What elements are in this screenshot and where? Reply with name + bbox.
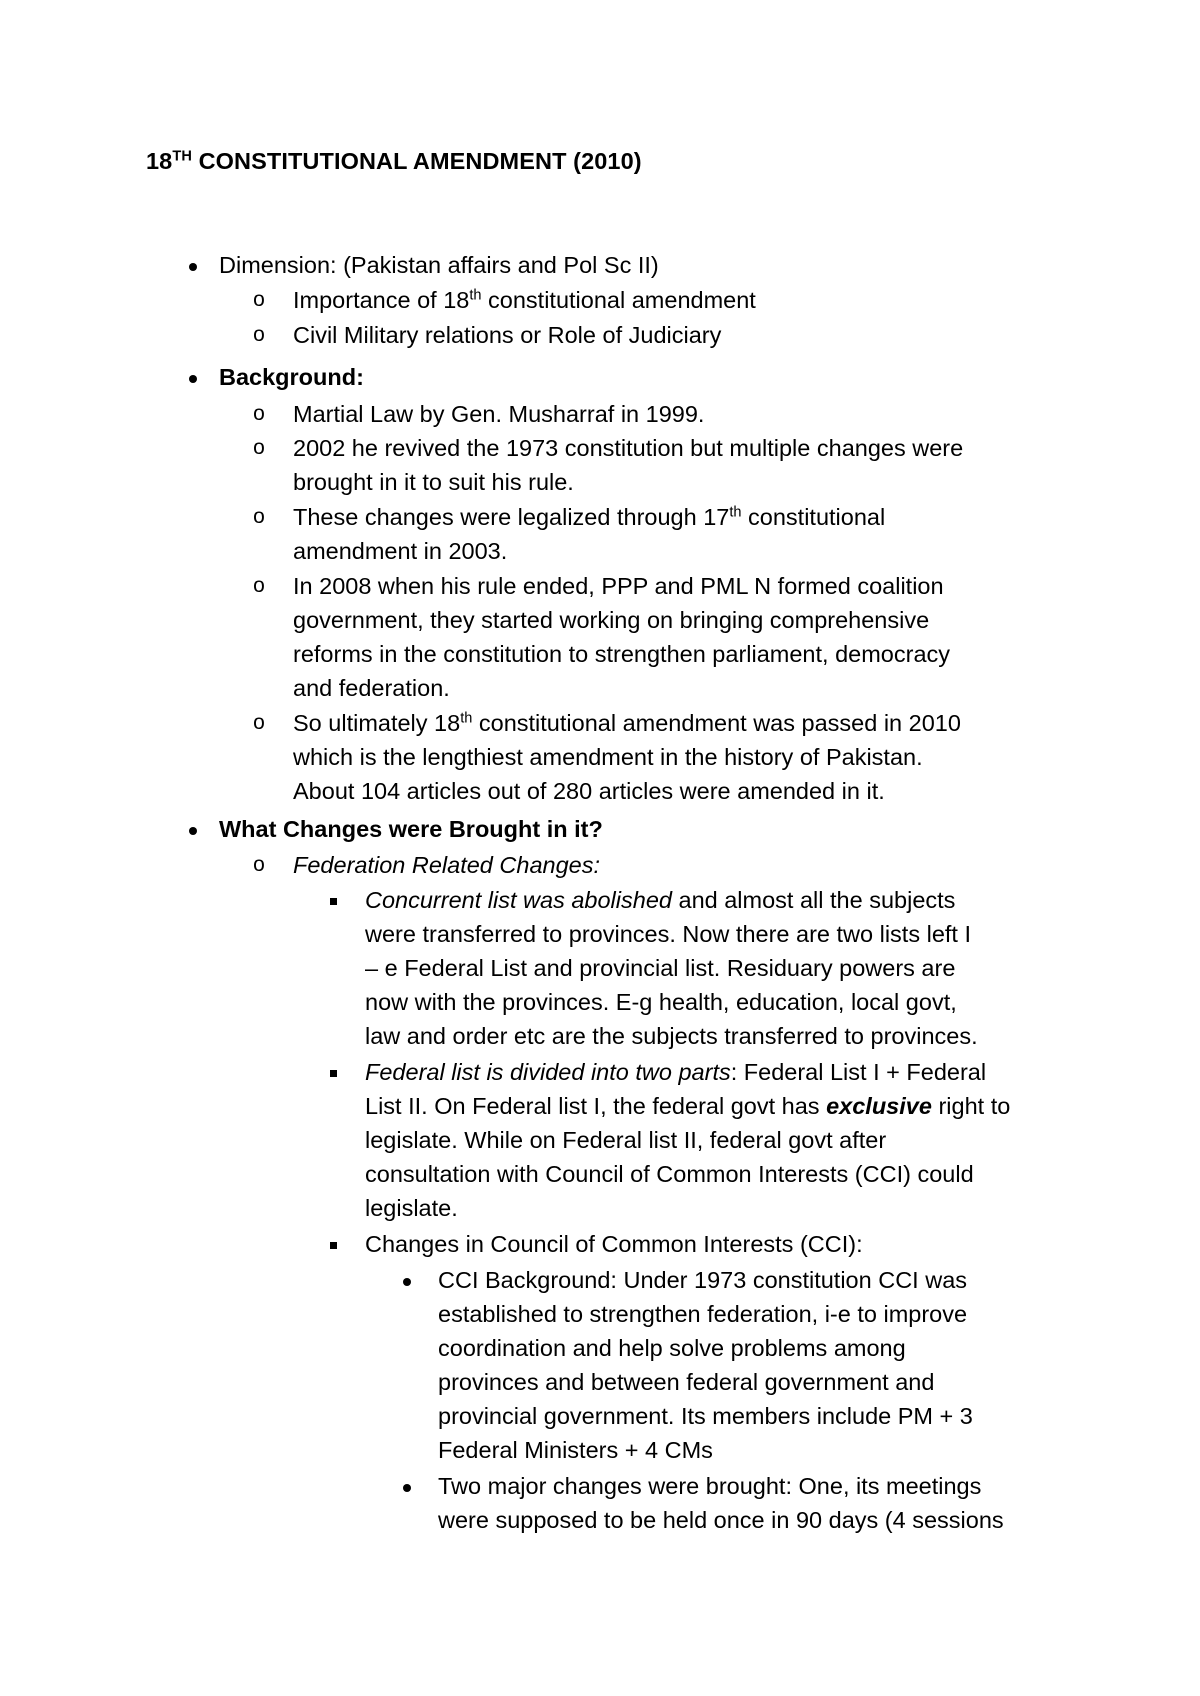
background-item-cont: amendment in 2003. [293,538,508,564]
bullet-circle-icon: o [253,853,265,876]
cci-item-cont: provincial government. Its members include PM + 3 [438,1403,973,1429]
background-item-cont: About 104 articles out of 280 articles were amended in it. [293,778,885,804]
cci-item-cont: established to strengthen federation, i-e to improve [438,1301,968,1327]
cci-item-cont: provinces and between federal government and [438,1369,935,1395]
federation-subitem-cont: List II. On Federal list I, the federal govt has exclusive right to [365,1093,1011,1119]
bullet-square-icon [326,1055,340,1089]
bullet-circle-icon: o [253,505,265,528]
federation-subitem-cont: legislate. [365,1195,458,1221]
bullet-circle-icon: o [253,323,265,346]
background-item: These changes were legalized through 17th constitutional [293,504,886,530]
federation-label: Federation Related Changes: [293,852,601,878]
bullet-dot-icon [400,1263,414,1297]
title-superscript: TH [172,148,192,165]
dimension-item: Importance of 18th constitutional amendment [293,287,756,313]
federation-subitem-cont: law and order etc are the subjects transferred to provinces. [365,1023,978,1049]
background-item: Martial Law by Gen. Musharraf in 1999. [293,401,705,427]
background-item-cont: which is the lengthiest amendment in the history of Pakistan. [293,744,923,770]
bullet-square-icon [326,883,340,917]
background-item: 2002 he revived the 1973 constitution but multiple changes were [293,435,964,461]
bullet-circle-icon: o [253,288,265,311]
federation-subitem: Changes in Council of Common Interests (CCI): [365,1231,863,1257]
bullet-dot-icon [186,248,200,282]
bullet-circle-icon: o [253,402,265,425]
federation-subitem-cont: now with the provinces. E-g health, education, local govt, [365,989,957,1015]
background-item: In 2008 when his rule ended, PPP and PML N formed coalition [293,573,944,599]
changes-label: What Changes were Brought in it? [219,816,603,842]
bullet-circle-icon: o [253,436,265,459]
background-item-cont: brought in it to suit his rule. [293,469,574,495]
federation-subitem-cont: consultation with Council of Common Interests (CCI) could [365,1161,974,1187]
federation-subitem-cont: legislate. While on Federal list II, federal govt after [365,1127,887,1153]
cci-item: CCI Background: Under 1973 constitution CCI was [438,1267,968,1293]
federation-subitem-cont: – e Federal List and provincial list. Residuary powers are [365,955,956,981]
cci-item: Two major changes were brought: One, its meetings [438,1473,982,1499]
bullet-square-icon [326,1227,340,1261]
background-item-cont: and federation. [293,675,450,701]
federation-subitem-cont: were transferred to provinces. Now there are two lists left I [365,921,972,947]
cci-item-cont: Federal Ministers + 4 CMs [438,1437,713,1463]
bullet-dot-icon [186,360,200,394]
dimension-label: Dimension: (Pakistan affairs and Pol Sc II) [219,252,659,278]
cci-item-cont: coordination and help solve problems among [438,1335,906,1361]
bullet-dot-icon [186,812,200,846]
federation-subitem: Federal list is divided into two parts: Federal List I + Federal [365,1059,987,1085]
bullet-circle-icon: o [253,711,265,734]
cci-item-cont: were supposed to be held once in 90 days (4 sessions [438,1507,1004,1533]
bullet-dot-icon [400,1469,414,1503]
bullet-circle-icon: o [253,574,265,597]
title-number: 18 [146,148,173,174]
document-title [146,148,642,175]
background-item-cont: reforms in the constitution to strengthen parliament, democracy [293,641,951,667]
background-item: So ultimately 18th constitutional amendment was passed in 2010 [293,710,961,736]
background-item-cont: government, they started working on bringing comprehensive [293,607,930,633]
federation-subitem: Concurrent list was abolished and almost all the subjects [365,887,956,913]
title-text: CONSTITUTIONAL AMENDMENT (2010) [191,148,642,174]
background-label: Background: [219,364,364,390]
dimension-item: Civil Military relations or Role of Judiciary [293,322,722,348]
